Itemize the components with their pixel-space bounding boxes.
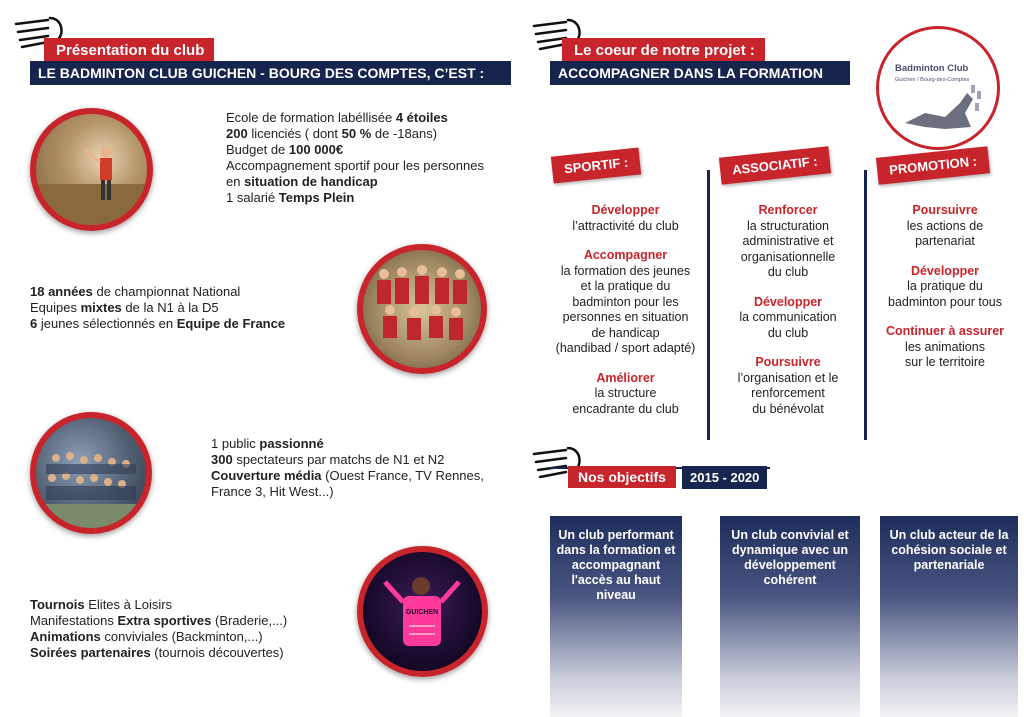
club-logo — [876, 26, 1000, 150]
action-line: sur le territoire — [905, 355, 985, 369]
action-heading: Poursuivre — [755, 355, 821, 369]
objective-text: Un club acteur de la cohésion sociale et partenariale — [889, 528, 1009, 572]
fact-line: 200 licenciés ( dont 50 % de -18ans) — [226, 126, 438, 141]
action-line: les animations — [905, 339, 985, 354]
column-divider — [864, 170, 867, 440]
objective-text: Un club performant dans la formation et accompagnant l'accès au haut niveau — [556, 528, 676, 602]
photo-night-event — [357, 546, 488, 677]
logo-title: Badminton Club — [895, 63, 969, 74]
action-line: badminton pour les — [572, 294, 679, 309]
action-line: du club — [767, 325, 809, 340]
fact-line: Tournois Elites à Loisirs — [30, 597, 173, 612]
action-line: l’organisation et le — [737, 370, 839, 385]
fact-line: Animations conviviales (Backminton,...) — [30, 629, 263, 644]
action-line: la formation des jeunes — [560, 263, 691, 278]
action-line: administrative et — [742, 234, 834, 248]
photo-player — [30, 108, 153, 231]
sportif-column — [548, 203, 703, 417]
action-line: la structuration — [747, 218, 829, 233]
action-heading: Continuer à assurer — [885, 324, 1005, 338]
fact-line: Manifestations Extra sportives (Braderie,...) — [30, 613, 288, 628]
photo-public — [30, 412, 152, 534]
action-heading: Développer — [753, 294, 823, 309]
action-line: et la pratique du — [580, 279, 671, 293]
action-line: la communication — [739, 310, 837, 324]
objectives-years: 2015 - 2020 — [682, 466, 767, 489]
fact-line: 18 années de championnat National — [30, 284, 241, 299]
logo-shape-icon — [905, 83, 985, 133]
logo-subtitle: Guichen / Bourg-des-Comptes — [895, 77, 970, 83]
action-line: renforcement — [751, 386, 825, 400]
associatif-column — [713, 203, 863, 417]
objective-text: Un club convivial et dynamique avec un développement cohérent — [731, 528, 849, 587]
objective-card — [880, 516, 1018, 717]
action-line: badminton pour tous — [888, 294, 1002, 309]
action-line: organisationnelle — [740, 249, 836, 264]
club-public-facts — [211, 436, 484, 500]
action-line: (handibad / sport adapté) — [555, 341, 696, 355]
fact-line: Ecole de formation labéllisée 4 étoiles — [226, 110, 448, 125]
club-banner: LE BADMINTON CLUB GUICHEN - BOURG DES COMPTES, C’EST : — [30, 61, 511, 85]
action-line: encadrante du club — [572, 401, 679, 416]
action-line: personnes en situation — [562, 310, 689, 324]
fact-line: 1 public passionné — [211, 436, 324, 451]
action-line: du club — [767, 265, 809, 279]
category-associatif: ASSOCIATIF : — [719, 146, 831, 184]
fact-line: 300 spectateurs par matchs de N1 et N2 — [211, 452, 445, 467]
section-tag-presentation: Présentation du club — [44, 38, 214, 63]
category-promotion: PROMOTION : — [876, 146, 990, 185]
svg-text:GUICHEN: GUICHEN — [405, 609, 439, 616]
photo-team — [357, 244, 487, 374]
column-divider — [707, 170, 710, 440]
promotion-column — [870, 203, 1020, 371]
club-events-facts — [30, 597, 287, 661]
fact-line: France 3, Hit West...) — [211, 484, 334, 499]
action-heading: Renforcer — [758, 203, 818, 217]
action-heading: Améliorer — [596, 370, 655, 385]
fact-line: 6 jeunes sélectionnés en Equipe de France — [30, 316, 286, 331]
project-banner: ACCOMPAGNER DANS LA FORMATION — [550, 61, 850, 85]
action-heading: Poursuivre — [912, 203, 978, 217]
action-line: la pratique du — [907, 279, 983, 293]
action-heading: Développer — [910, 263, 980, 278]
action-line: l’attractivité du club — [572, 218, 679, 233]
action-line: du bénévolat — [752, 401, 824, 416]
fact-line: Couverture média (Ouest France, TV Rennes, — [211, 468, 484, 483]
fact-line: Equipes mixtes de la N1 à la D5 — [30, 300, 219, 315]
club-key-facts — [226, 110, 484, 206]
action-line: la structure — [594, 386, 657, 400]
section-tag-project: Le coeur de notre projet : — [562, 38, 765, 63]
fact-line: 1 salarié Temps Plein — [226, 190, 355, 205]
objective-card — [550, 516, 682, 717]
fact-line: en situation de handicap — [226, 174, 378, 189]
action-heading: Développer — [591, 203, 660, 217]
club-competition-facts — [30, 284, 285, 332]
fact-line: Budget de 100 000€ — [226, 142, 344, 157]
category-sportif: SPORTIF : — [551, 147, 642, 183]
action-heading: Accompagner — [583, 248, 668, 262]
action-line: les actions de — [906, 218, 984, 233]
objective-card — [720, 516, 860, 717]
objectives-tag: Nos objectifs — [568, 466, 676, 488]
fact-line: Soirées partenaires (tournois découvertes) — [30, 645, 284, 660]
fact-line: Accompagnement sportif pour les personnes — [226, 158, 484, 173]
action-line: de handicap — [591, 325, 660, 340]
action-line: partenariat — [915, 234, 975, 248]
